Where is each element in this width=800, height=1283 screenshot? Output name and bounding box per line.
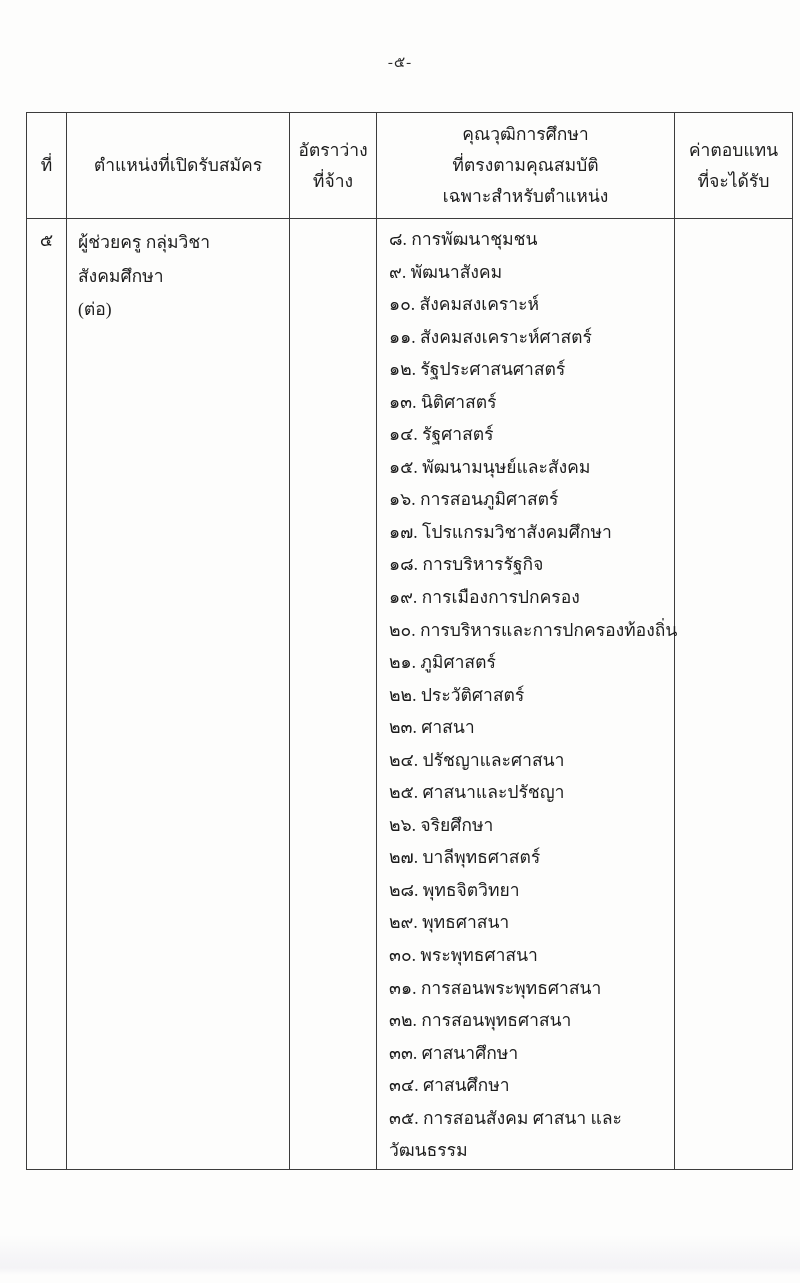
col-header-position-line: ตำแหน่งที่เปิดรับสมัคร [93, 155, 263, 175]
qualification-line: ๑๑. สังคมสงเคราะห์ศาสตร์ [389, 326, 592, 347]
col-header-compensation-line1: ค่าตอบแทน [688, 139, 779, 160]
qualification-line: วัฒนธรรม [389, 1140, 468, 1161]
row-no-cell [27, 219, 67, 1170]
qualification-line: ๓๕. การสอนสังคม ศาสนา และ [389, 1107, 622, 1128]
qualification-line: ๒๓. ศาสนา [389, 717, 475, 738]
qualification-line: ๑๙. การเมืองการปกครอง [389, 587, 580, 608]
scan-smudge-texture [0, 1235, 800, 1275]
qualification-line: ๑๘. การบริหารรัฐกิจ [389, 554, 544, 575]
qualification-line: ๒๐. การบริหารและการปกครองท้องถิ่น [389, 619, 678, 640]
col-header-qualification-line2: ที่ตรงตามคุณสมบัติ [452, 155, 599, 175]
col-header-compensation [675, 113, 793, 219]
row-compensation-cell [675, 219, 793, 1170]
col-header-no-line: ที่ [40, 155, 53, 175]
col-header-qualification [377, 113, 675, 219]
qualification-line: ๓๑. การสอนพระพุทธศาสนา [389, 977, 602, 998]
qualification-line: ๘. การพัฒนาชุมชน [389, 229, 538, 249]
row-position-line1: ผู้ช่วยครู กลุ่มวิชาสังคมศึกษา [78, 232, 211, 286]
row-no-value: ๕ [39, 230, 54, 250]
qualification-line: ๒๒. ประวัติศาสตร์ [389, 684, 525, 705]
col-header-no [27, 113, 67, 219]
qualification-line: ๑๗. โปรแกรมวิชาสังคมศึกษา [389, 521, 612, 542]
row-vacancy-cell [290, 219, 377, 1170]
col-header-qualification-line1: คุณวุฒิการศึกษา [462, 124, 589, 144]
qualification-line: ๑๓. นิติศาสตร์ [389, 391, 497, 412]
table-header-row [27, 113, 793, 219]
qualification-line: ๑๐. สังคมสงเคราะห์ [389, 294, 540, 315]
row-qualification-cell [377, 219, 678, 1170]
qualification-line: ๑๔. รัฐศาสตร์ [389, 424, 494, 445]
col-header-position [67, 113, 290, 219]
row-position-cell [67, 219, 290, 1170]
qualification-line: ๙. พัฒนาสังคม [389, 261, 503, 282]
qualification-line: ๒๘. พุทธจิตวิทยา [389, 879, 520, 900]
col-header-vacancy [290, 113, 377, 219]
qualification-line: ๒๗. บาลีพุทธศาสตร์ [389, 847, 541, 868]
col-header-vacancy-line2: ที่จ้าง [312, 170, 354, 191]
recruitment-table [26, 112, 793, 1170]
qualification-line: ๓๐. พระพุทธศาสนา [389, 945, 538, 966]
qualification-line: ๒๙. พุทธศาสนา [389, 912, 510, 933]
qualification-line: ๑๒. รัฐประศาสนศาสตร์ [389, 359, 566, 380]
qualification-line: ๓๓. ศาสนาศึกษา [389, 1042, 519, 1063]
qualification-line: ๓๔. ศาสนศึกษา [389, 1075, 510, 1096]
qualification-line: ๒๑. ภูมิศาสตร์ [389, 652, 496, 673]
qualification-line: ๒๕. ศาสนาและปรัชญา [389, 782, 565, 803]
qualification-line: ๒๖. จริยศึกษา [389, 814, 494, 835]
table-row [27, 219, 793, 1170]
qualification-list [389, 223, 678, 1167]
col-header-vacancy-line1: อัตราว่าง [298, 139, 368, 160]
col-header-compensation-line2: ที่จะได้รับ [697, 170, 770, 191]
page-number: -๕- [387, 55, 413, 71]
qualification-line: ๑๕. พัฒนามนุษย์และสังคม [389, 456, 591, 477]
row-position-line2: (ต่อ) [78, 299, 112, 319]
qualification-line: ๓๒. การสอนพุทธศาสนา [389, 1010, 572, 1031]
qualification-line: ๒๔. ปรัชญาและศาสนา [389, 749, 565, 770]
col-header-qualification-line3: เฉพาะสำหรับตำแหน่ง [442, 186, 609, 206]
qualification-line: ๑๖. การสอนภูมิศาสตร์ [389, 489, 559, 510]
